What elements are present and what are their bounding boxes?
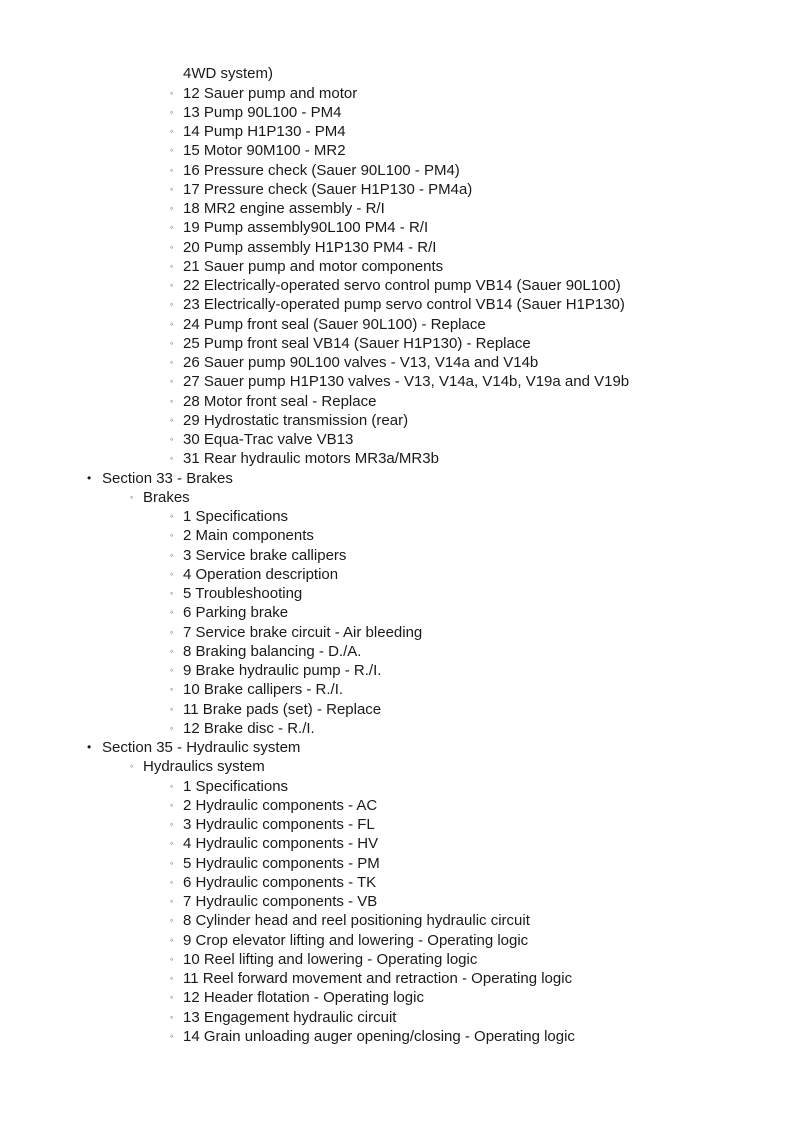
bullet-icon: ◦ — [170, 395, 174, 406]
list-item-label: 14 Grain unloading auger opening/closing - Operating logic — [183, 1027, 575, 1045]
list-item-label: 12 Brake disc - R./I. — [183, 719, 315, 737]
list-item[interactable] — [170, 1008, 397, 1027]
list-item-label: 14 Pump H1P130 - PM4 — [183, 123, 346, 140]
list-item-label: 11 Reel forward movement and retraction - Operating logic — [183, 970, 573, 987]
list-item-label: 18 MR2 engine assembly - R/I — [183, 200, 385, 217]
list-item[interactable] — [170, 623, 423, 642]
list-item-label: 4 Hydraulic components - HV — [183, 835, 379, 853]
list-item[interactable] — [170, 180, 473, 199]
list-item-label: 2 Main components — [183, 527, 314, 545]
list-item[interactable] — [170, 238, 437, 257]
list-item-label: 26 Sauer pump 90L100 valves - V13, V14a and V14b — [183, 354, 539, 371]
list-item[interactable] — [170, 84, 358, 103]
bullet-icon: ◦ — [170, 183, 174, 194]
bullet-icon: ◦ — [130, 491, 134, 502]
section-heading[interactable] — [87, 738, 301, 757]
list-item-label: 9 Brake hydraulic pump - R./I. — [183, 662, 382, 679]
list-item[interactable] — [170, 199, 385, 218]
list-item-label: 3 Hydraulic components - FL — [183, 816, 375, 833]
list-item-label: 27 Sauer pump H1P130 valves - V13, V14a, V14b, V19a and V19b — [183, 373, 630, 391]
list-item[interactable] — [170, 680, 344, 699]
bullet-icon: ◦ — [170, 684, 174, 695]
list-item[interactable] — [170, 161, 460, 180]
bullet-icon: ◦ — [170, 106, 174, 117]
list-item-label: 28 Motor front seal - Replace — [183, 392, 377, 410]
list-item-label: 16 Pressure check (Sauer 90L100 - PM4) — [183, 161, 460, 179]
list-item-label: 7 Service brake circuit - Air bleeding — [183, 623, 423, 641]
bullet-icon: ◦ — [170, 164, 174, 175]
bullet-icon: ◦ — [170, 992, 174, 1003]
list-item-label: 9 Crop elevator lifting and lowering - Operating logic — [183, 931, 529, 949]
list-item-label: 6 Hydraulic components - TK — [183, 873, 377, 891]
bullet-icon: ◦ — [170, 337, 174, 348]
bullet-icon: ◦ — [170, 530, 174, 541]
list-item-label: 1 Specifications — [183, 508, 289, 525]
list-item[interactable] — [170, 700, 382, 719]
subsection-heading[interactable] — [130, 488, 190, 507]
section-heading[interactable] — [87, 469, 233, 488]
bullet-icon: ◦ — [170, 722, 174, 733]
bullet-icon: ◦ — [170, 549, 174, 560]
list-item[interactable] — [170, 1027, 575, 1046]
list-item[interactable] — [170, 295, 625, 314]
bullet-icon: ◦ — [170, 838, 174, 849]
list-item[interactable] — [170, 141, 346, 160]
bullet-icon: ◦ — [170, 280, 174, 290]
list-item[interactable] — [170, 834, 379, 853]
bullet-icon: ◦ — [170, 453, 174, 464]
bullet-icon: ◦ — [170, 299, 174, 310]
list-item[interactable] — [170, 777, 289, 796]
bullet-icon: ◦ — [170, 780, 174, 791]
bullet-icon: ◦ — [170, 318, 174, 329]
list-item-label: 24 Pump front seal (Sauer 90L100) - Replace — [183, 315, 486, 333]
bullet-icon: ◦ — [170, 222, 174, 233]
bullet-icon: ◦ — [170, 126, 174, 136]
bullet-icon: ◦ — [170, 241, 174, 252]
bullet-icon: ◦ — [170, 203, 174, 213]
bullet-icon: ◦ — [170, 1011, 174, 1022]
list-item[interactable] — [170, 642, 362, 661]
list-item-label: 21 Sauer pump and motor components — [183, 257, 444, 275]
bullet-icon: ◦ — [170, 819, 174, 829]
bullet-icon: • — [87, 740, 92, 754]
list-item-label: 23 Electrically-operated pump servo control VB14 (Sauer H1P130) — [183, 296, 625, 314]
list-item[interactable] — [170, 276, 621, 295]
list-item[interactable] — [170, 257, 444, 276]
list-item[interactable] — [170, 430, 354, 449]
list-item[interactable] — [170, 449, 439, 468]
list-item-label: 17 Pressure check (Sauer H1P130 - PM4a) — [183, 180, 473, 198]
list-item-label: 7 Hydraulic components - VB — [183, 893, 378, 910]
list-item-label: 30 Equa-Trac valve VB13 — [183, 431, 354, 448]
bullet-icon: ◦ — [170, 434, 174, 444]
list-item[interactable] — [170, 603, 289, 622]
list-item[interactable] — [170, 353, 539, 372]
list-item[interactable] — [170, 584, 303, 603]
list-item-label: 4 Operation description — [183, 565, 339, 583]
bullet-icon: ◦ — [170, 357, 174, 367]
list-item[interactable] — [170, 911, 530, 930]
list-item[interactable] — [170, 854, 380, 873]
bullet-icon: ◦ — [130, 761, 134, 772]
list-item[interactable] — [170, 873, 377, 892]
list-item[interactable] — [170, 103, 342, 122]
list-item-label: 19 Pump assembly90L100 PM4 - R/I — [183, 219, 429, 237]
list-item-label: Section 33 - Brakes — [102, 469, 233, 487]
list-item-label: 12 Sauer pump and motor — [183, 84, 358, 102]
list-item-label: 2 Hydraulic components - AC — [183, 796, 378, 814]
bullet-icon: ◦ — [170, 665, 174, 675]
list-item-label: 15 Motor 90M100 - MR2 — [183, 142, 346, 160]
list-item[interactable] — [170, 334, 531, 353]
list-item-label: Hydraulics system — [143, 758, 265, 776]
list-item-label: 5 Hydraulic components - PM — [183, 854, 380, 872]
list-item[interactable] — [170, 507, 289, 526]
bullet-icon: ◦ — [170, 588, 174, 598]
bullet-icon: ◦ — [170, 876, 174, 887]
bullet-icon: ◦ — [170, 973, 174, 983]
list-item-label: 8 Cylinder head and reel positioning hydraulic circuit — [183, 912, 530, 930]
list-item-label: 31 Rear hydraulic motors MR3a/MR3b — [183, 450, 439, 468]
list-item-label: 1 Specifications — [183, 777, 289, 795]
list-item-label: 12 Header flotation - Operating logic — [183, 989, 424, 1007]
list-item[interactable] — [170, 565, 339, 584]
bullet-icon: ◦ — [170, 857, 174, 868]
bullet-icon: ◦ — [170, 703, 174, 714]
list-item-label: 25 Pump front seal VB14 (Sauer H1P130) - Replace — [183, 334, 531, 352]
bullet-icon: ◦ — [170, 915, 174, 926]
list-item[interactable] — [170, 931, 529, 950]
list-item[interactable] — [170, 815, 375, 834]
list-item[interactable] — [170, 372, 630, 391]
list-item-label: 5 Troubleshooting — [183, 585, 303, 602]
bullet-icon: • — [87, 470, 92, 485]
list-item-label: 8 Braking balancing - D./A. — [183, 642, 362, 660]
list-item[interactable] — [170, 892, 378, 911]
bullet-icon: ◦ — [170, 934, 174, 945]
list-item[interactable] — [170, 315, 486, 334]
bullet-icon: ◦ — [170, 626, 174, 637]
list-item-label: Section 35 - Hydraulic system — [102, 739, 301, 756]
list-item[interactable] — [170, 218, 429, 237]
bullet-icon: ◦ — [170, 511, 174, 521]
bullet-icon: ◦ — [170, 568, 174, 579]
bullet-icon: ◦ — [170, 799, 174, 810]
continued-list-item: 4WD system) — [183, 65, 273, 82]
list-item-label: 22 Electrically-operated servo control pump VB14 (Sauer 90L100) — [183, 277, 621, 294]
list-item[interactable] — [170, 988, 424, 1007]
bullet-icon: ◦ — [170, 953, 174, 964]
list-item-label: 29 Hydrostatic transmission (rear) — [183, 411, 409, 429]
bullet-icon: ◦ — [170, 260, 174, 271]
list-item[interactable] — [170, 950, 478, 969]
bullet-icon: ◦ — [170, 87, 174, 98]
list-item-label: 3 Service brake callipers — [183, 546, 347, 564]
list-item[interactable] — [170, 719, 315, 738]
list-item[interactable] — [170, 411, 409, 430]
list-item-label: 20 Pump assembly H1P130 PM4 - R/I — [183, 238, 437, 256]
bullet-icon: ◦ — [170, 1030, 174, 1041]
bullet-icon: ◦ — [170, 645, 174, 656]
list-item[interactable] — [170, 122, 346, 141]
list-item-label: 11 Brake pads (set) - Replace — [183, 700, 382, 718]
list-item[interactable] — [170, 526, 314, 545]
list-item-label: 13 Pump 90L100 - PM4 — [183, 103, 342, 121]
list-item-label: 10 Brake callipers - R./I. — [183, 681, 344, 699]
list-item[interactable] — [170, 392, 377, 411]
list-item[interactable] — [170, 546, 347, 565]
list-item-label: 13 Engagement hydraulic circuit — [183, 1008, 397, 1026]
list-item-label: Brakes — [143, 488, 190, 506]
list-item[interactable] — [170, 796, 378, 815]
bullet-icon: ◦ — [170, 607, 174, 618]
bullet-icon: ◦ — [170, 414, 174, 425]
list-item[interactable] — [170, 661, 382, 680]
list-item-label: 10 Reel lifting and lowering - Operating logic — [183, 950, 478, 968]
bullet-icon: ◦ — [170, 376, 174, 387]
bullet-icon: ◦ — [170, 145, 174, 156]
list-item[interactable] — [170, 969, 573, 988]
list-item-label: 6 Parking brake — [183, 604, 289, 622]
bullet-icon: ◦ — [170, 896, 174, 906]
subsection-heading[interactable] — [130, 757, 265, 776]
